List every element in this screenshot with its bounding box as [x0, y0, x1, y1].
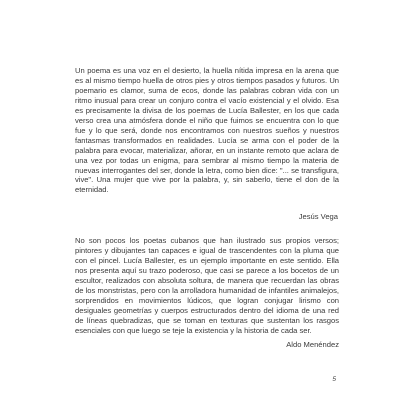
- essay-author-2: Aldo Menéndez: [286, 340, 339, 349]
- essay-paragraph-2: No son pocos los poetas cubanos que han ilustrado sus propios versos; pintores y dibujantes tan capaces e igual de trascendentes con la pluma que con el pincel. Lucía Ballester, es un ejemplo importante en este sentido. Ella nos presenta aquí su trazo poderoso, que casi se parece a los bocetos de un escultor, realizados con absoluta soltura, de manera que recuerdan las obras de los monstristas, pero con la arrolladora humanidad de infantiles animalejos, sorprendidos en movimientos lúdicos, que logran conjugar lirismo con desiguales geometrías y cuerpos estructurados dentro del idioma de una red de líneas quebradizas, que se toman en texturas que sustentan los rasgos esenciales con que luego se teje la existencia y la historia de cada ser.: [75, 236, 339, 335]
- essay-paragraph-1: Un poema es una voz en el desierto, la huella nítida impresa en la arena que es al mismo tiempo huella de otros pies y otros tiempos pasados y futuros. Un poemario es clamor, suma de ecos, donde las palabras cobran vida con un ritmo inusual para crear un conjuro contra el vacío existencial y el olvido. Esa es precisamente la divisa de los poemas de Lucía Ballester, en los que cada verso crea una atmósfera donde el niño que fuimos se encuentra con lo que fue y lo que será, donde nos encontramos con nuestros sueños y nuestros fantasmas transformados en realidades. Lucía se arma con el poder de la palabra para evocar, materializar, añorar, en un instante remoto que aclara de una vez por todas un enigma, para sembrar al mismo tiempo la materia de nuevas interrogantes del ser, donde la letra, como bien dice: "... se transfigura, vive". Una mujer que vive por la palabra, y, sin saberlo, tiene el don de la eternidad.: [75, 66, 339, 195]
- essay-author-1: Jesús Vega: [298, 212, 338, 221]
- page-number: 5: [332, 376, 336, 383]
